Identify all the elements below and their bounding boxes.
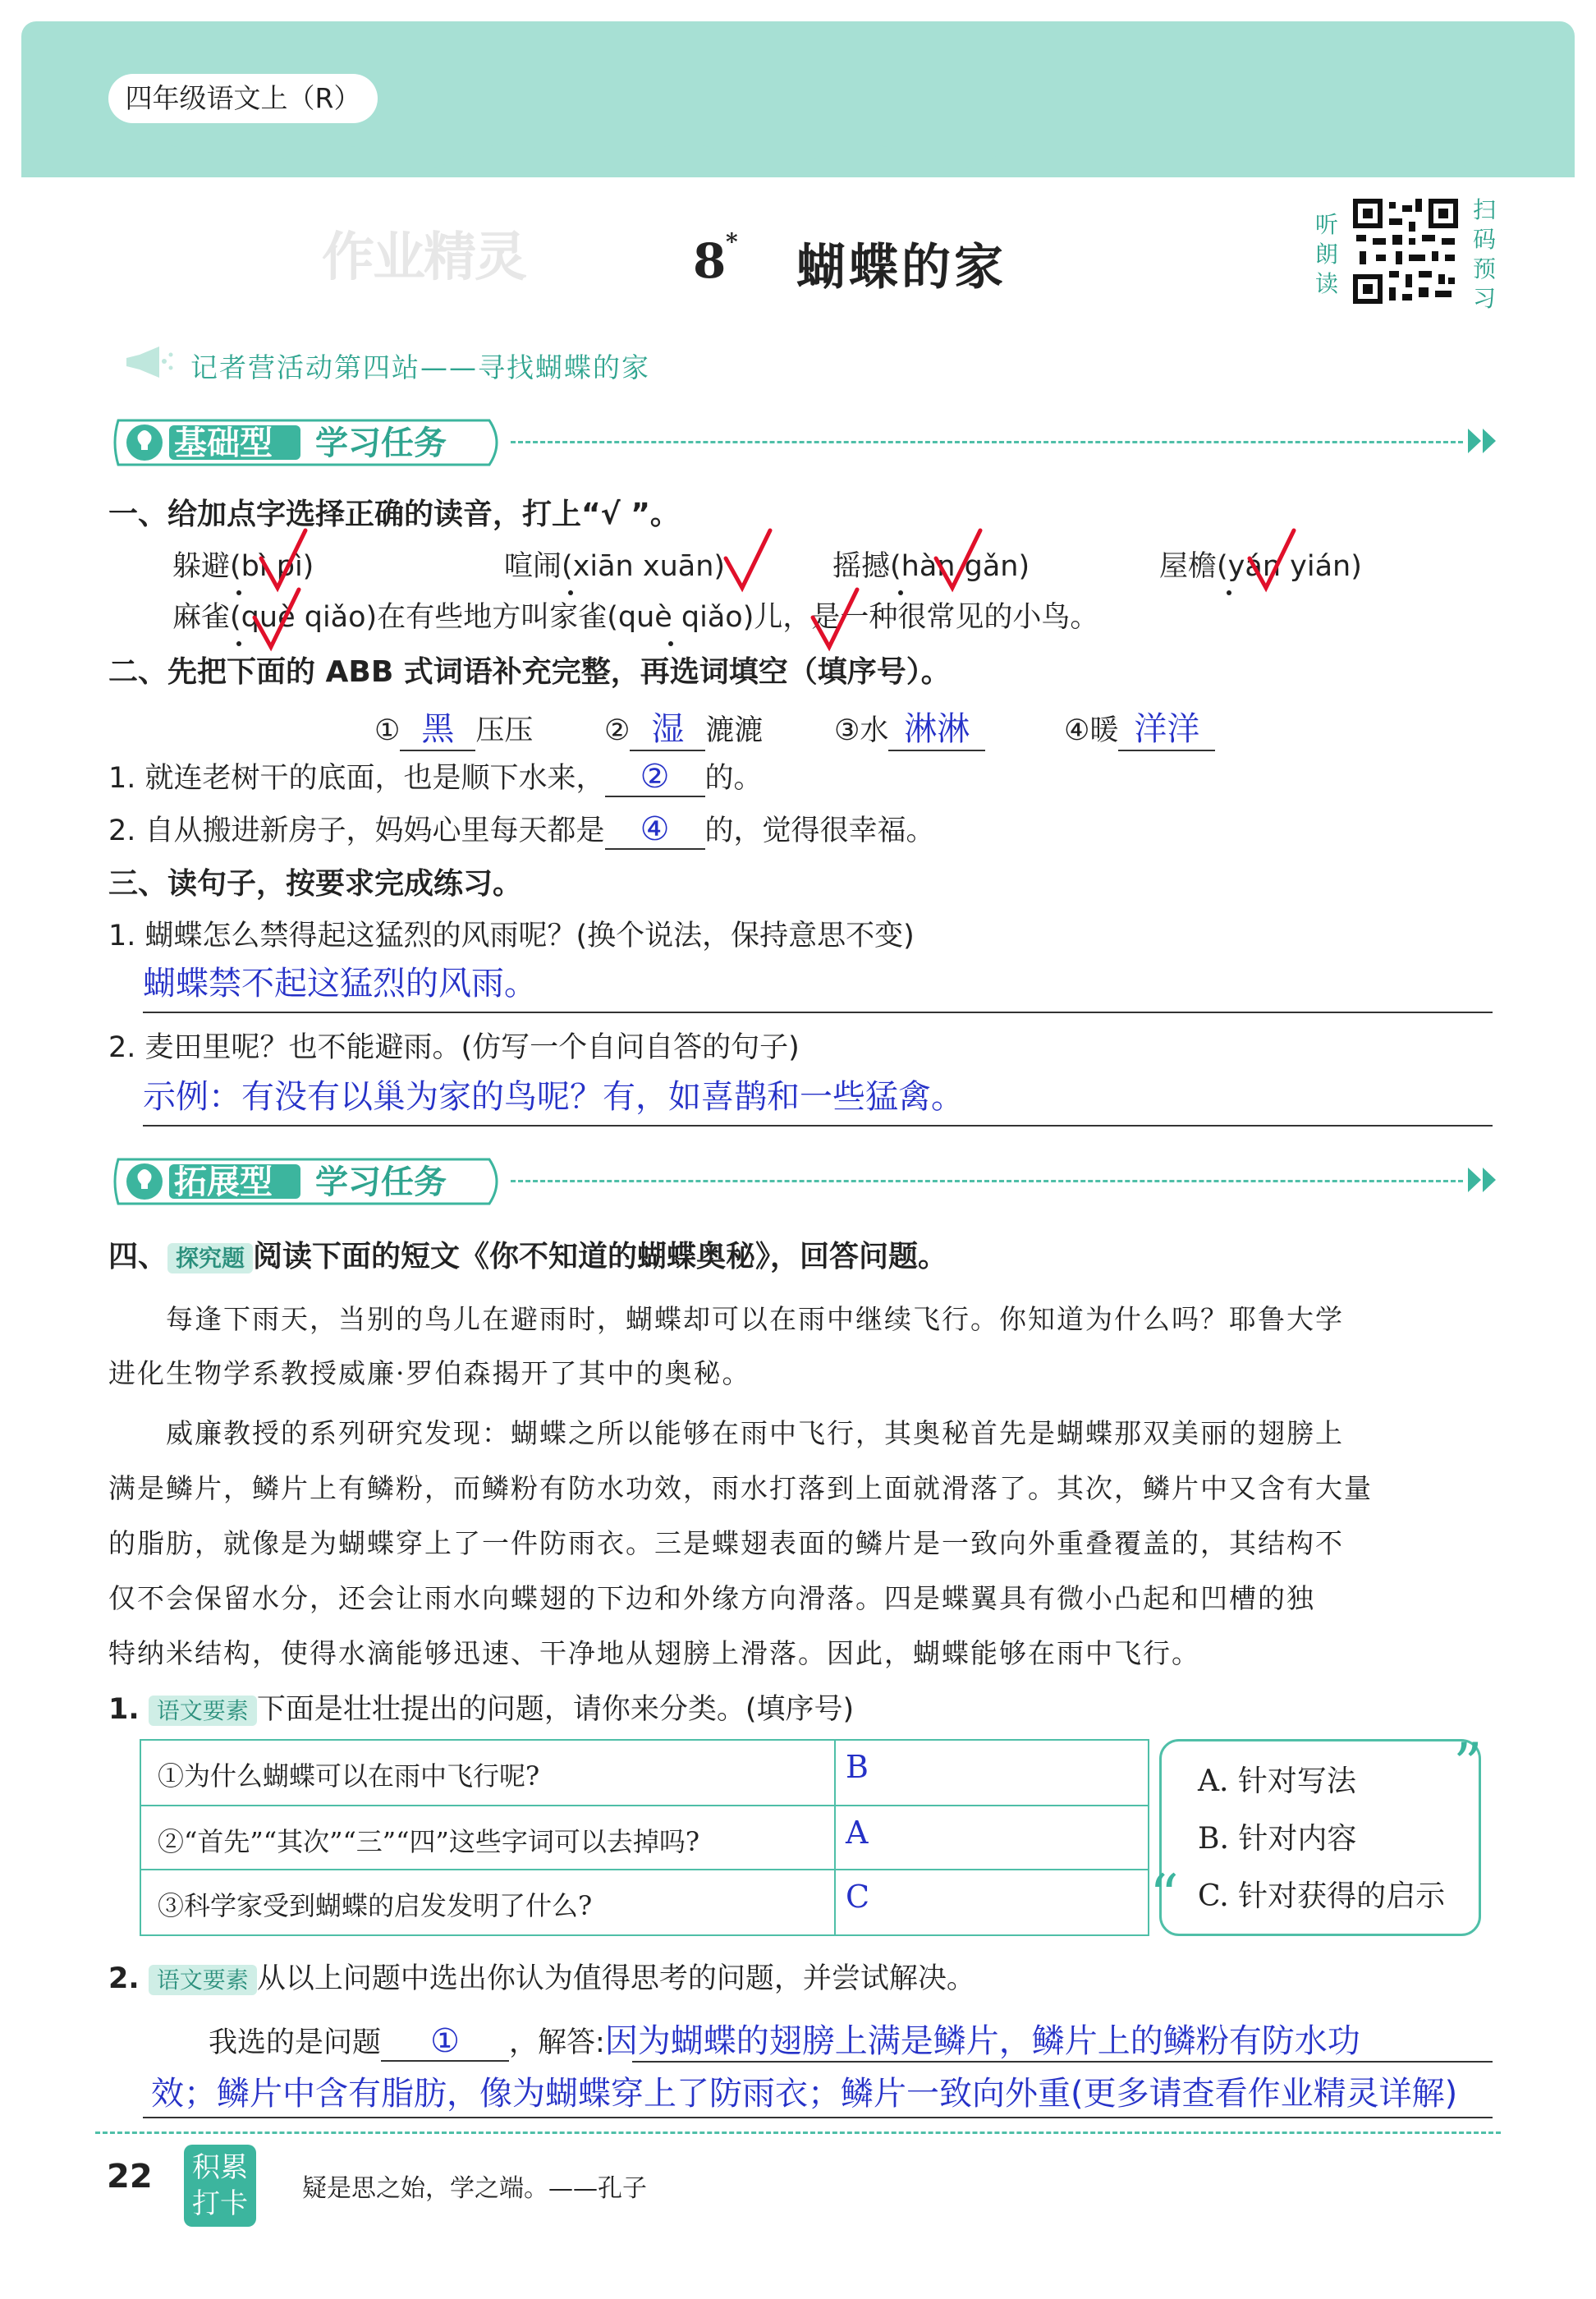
q3-prompt-2: 2. 麦田里呢？也不能避雨。(仿写一个自问自答的句子) [108,1031,800,1064]
double-arrow-icon [1466,1166,1502,1194]
classification-table [140,1739,1149,1936]
q1-word-4: 屋檐(yán yián) [1159,550,1362,583]
options-box [1159,1739,1481,1936]
lesson-star: * [726,228,738,255]
check-icon [936,530,980,588]
q2-item-3: ③水 淋淋 [834,703,985,751]
section-basic-label-a: 基础型 [174,424,273,462]
answer-line [143,1012,1493,1013]
q4-sub1: 1. 语文要素 下面是壮壮提出的问题，请你来分类。(填序号) [108,1693,855,1726]
q3-prompt-1: 1. 蝴蝶怎么禁得起这猛烈的风雨呢？(换个说法，保持意思不变) [108,920,915,952]
footer-divider [95,2132,1501,2134]
q4-answer-text-2[interactable]: 效；鳞片中含有脂肪，像为蝴蝶穿上了防雨衣；鳞片一致向外重(更多请查看作业精灵详解) [151,2075,1458,2113]
table-divider [834,1741,836,1934]
check-icon [1250,530,1294,588]
section-ext-banner [112,1153,506,1210]
watermark: 作业精灵 [322,227,525,288]
q2-item-2: ② 湿 漉漉 [604,703,763,751]
q2-sentence-1: 1. 就连老树干的底面，也是顺下水来， ② 的。 [108,758,763,796]
literacy-tag: 语文要素 [149,1696,257,1726]
option-b: B. 针对内容 [1198,1822,1357,1856]
q4-answer-text-1: 因为蝴蝶的翅膀上满是鳞片，鳞片上的鳞粉有防水功 [604,2022,1360,2060]
passage-paragraph-1: 每逢下雨天，当别的鸟儿在避雨时，蝴蝶却可以在雨中继续飞行。你知道为什么吗？耶鲁大学 进化生物学系教授威廉·罗伯森揭开了其中的奥秘。 [108,1303,1344,1389]
q3-answer-2[interactable]: 示例：有没有以巢为家的鸟呢？有，如喜鹊和一些猛禽。 [143,1078,964,1116]
option-c: C. 针对获得的启示 [1198,1879,1446,1913]
q2-sentence-2: 2. 自从搬进新房子，妈妈心里每天都是 ④ 的，觉得很幸福。 [108,810,935,848]
footer-quote: 疑是思之始，学之端。——孔子 [302,2174,647,2203]
check-icon [726,530,770,588]
q1-word-3: 摇撼(hàn gǎn) [832,550,1030,583]
check-icon [813,590,857,647]
check-icon [255,590,299,647]
q4-heading: 四、 探究题 阅读下面的短文《你不知道的蝴蝶奥秘》，回答问题。 [108,1240,948,1273]
literacy-tag: 语文要素 [149,1965,257,1995]
table-row: ③科学家受到蝴蝶的启发发明了什么? C [141,1869,1148,1934]
section-ext-label-a: 拓展型 [174,1163,273,1201]
q3-heading: 三、读句子，按要求完成练习。 [108,867,523,901]
q4-answer-line-1: 我选的是问题 ① ，解答:因为蝴蝶的翅膀上满是鳞片，鳞片上的鳞粉有防水功 [209,2022,1360,2060]
check-icon [261,530,305,588]
table-answer: C [846,1879,870,1915]
answer-line [632,2061,1493,2063]
qr-left-label: 听朗读 [1314,211,1338,297]
quote-mark-icon: “ [1149,1862,1179,1930]
table-row: ②“首先”“其次”“三”“四”这些字词可以去掉吗? A [141,1805,1148,1870]
q2-item-4: ④暖 洋洋 [1064,703,1215,751]
q1-word-1: 躲避(bì pì) [172,550,314,583]
table-answer: B [846,1749,869,1785]
q4-sub2: 2. 语文要素 从以上问题中选出你认为值得思考的问题，并尝试解决。 [108,1962,975,1995]
q2-item-1: ① 黑 压压 [374,703,533,751]
q3-answer-1[interactable]: 蝴蝶禁不起这猛烈的风雨。 [143,965,537,1003]
answer-line [143,2117,1493,2118]
q1-heading: 一、给加点字选择正确的读音，打上“√ ”。 [108,498,680,531]
table-row: ①为什么蝴蝶可以在雨中飞行呢? B [158,1749,869,1792]
answer-line [143,1125,1493,1127]
table-answer: A [846,1815,869,1851]
lesson-title: 蝴蝶的家 [796,239,1007,296]
page-number: 22 [107,2158,153,2196]
qr-right-label: 扫码预习 [1472,196,1496,312]
q1-sentence: 麻雀(què qiǎo)在有些地方叫家雀(què qiǎo)儿，是一种很常见的小鸟。 [172,601,1099,634]
q1-word-2: 喧闹(xiān xuān) [504,550,726,583]
check-marks [0,0,1596,673]
quote-mark-icon: ” [1453,1731,1483,1798]
grade-tag: 四年级语文上（R） [108,74,378,123]
section-ext-divider [511,1180,1463,1182]
accumulate-badge: 积累打卡 [184,2145,256,2227]
section-basic-label-b: 学习任务 [315,424,447,462]
lesson-number: 8 [693,233,727,289]
section-ext-label-b: 学习任务 [315,1163,447,1201]
inquiry-tag: 探究题 [167,1243,253,1273]
q2-heading: 二、先把下面的 ABB 式词语补充完整，再选词填空（填序号）。 [108,655,951,689]
activity-text: 记者营活动第四站——寻找蝴蝶的家 [190,351,650,383]
option-a: A. 针对写法 [1198,1764,1356,1798]
passage-paragraph-2: 威廉教授的系列研究发现：蝴蝶之所以能够在雨中飞行，其奥秘首先是蝴蝶那双美丽的翅膀上 满是鳞片，鳞片上有鳞粉，而鳞粉有防水功效，雨水打落到上面就滑落了。其次，鳞片中又含有大量 的脂肪，就像是为蝴蝶穿上了一件防雨衣。三是蝶翅表面的鳞片是一致向外重叠覆盖的，其结构不 仅不会保留水分，还会让雨水向蝶翅的下边和外缘方向滑落。四是蝶翼具有微小凸起和凹槽的独 特纳米结构，使得水滴能够迅速、干净地从翅膀上滑落。因此，蝴蝶能够在雨中飞行。 [108,1417,1373,1669]
